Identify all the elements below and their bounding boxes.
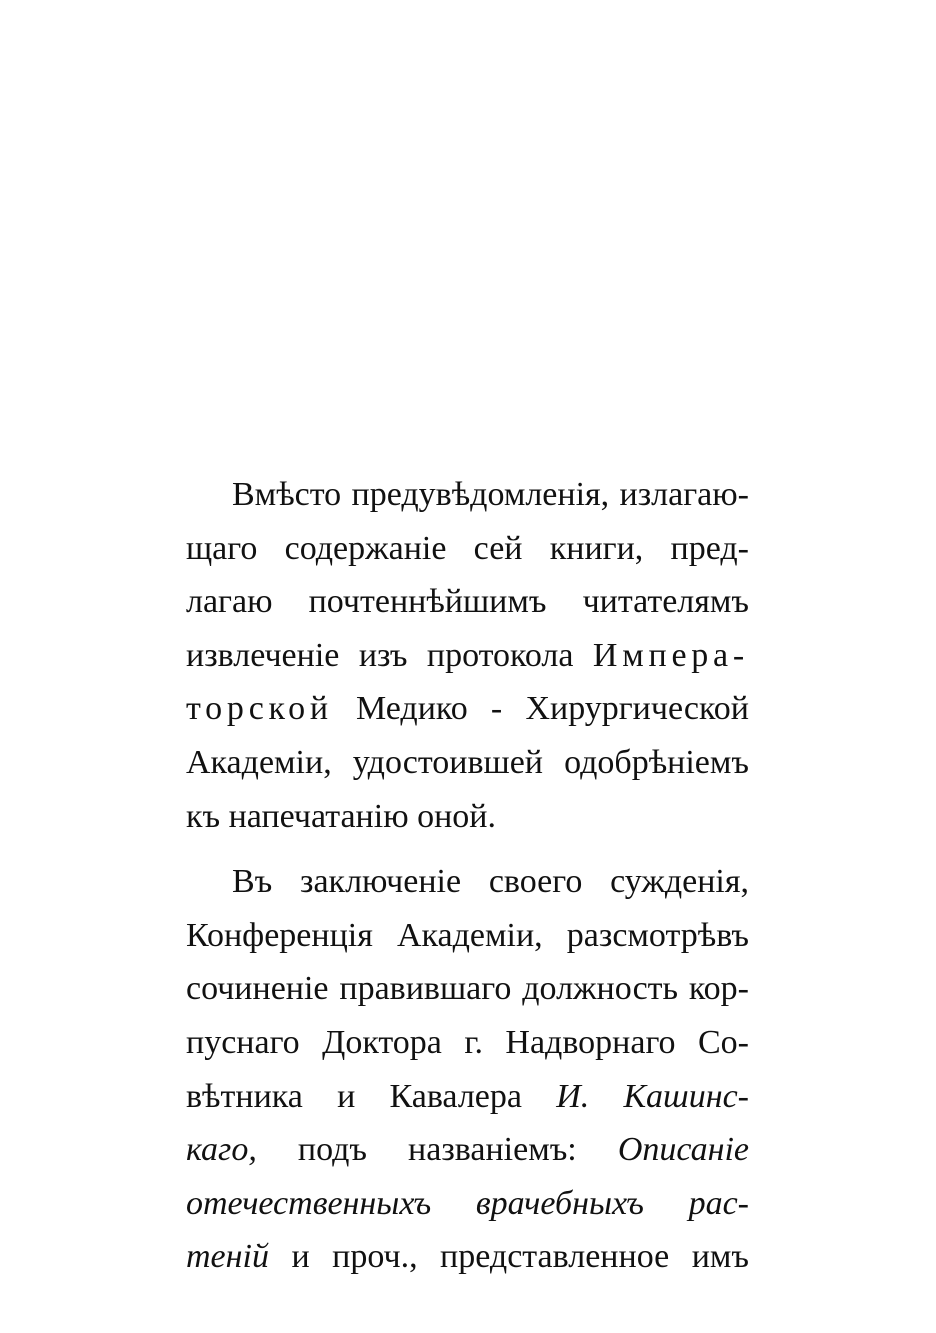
text-run: сочиненіе правившаго должность кор- — [186, 970, 749, 1008]
text-line — [186, 468, 749, 522]
author-name: каго, — [186, 1131, 257, 1169]
emphasized-word: Импера- — [592, 636, 749, 674]
text-run: пуснаго Доктора г. Надворнаго Со- — [186, 1023, 749, 1061]
text-line — [186, 790, 749, 844]
emphasized-word: торской — [186, 690, 333, 728]
text-run: Академіи, удостоившей одобрѣніемъ — [186, 743, 749, 781]
text-run: подъ названіемъ: — [256, 1131, 618, 1169]
text-run: щаго содержаніе сей книги, пред- — [186, 529, 749, 567]
text-line — [186, 1016, 749, 1070]
text-run: къ напечатанію оной. — [186, 797, 496, 835]
text-line — [186, 1070, 749, 1124]
text-line — [186, 522, 749, 576]
text-line — [186, 1123, 749, 1177]
text-run: Вмѣсто предувѣдомленія, излагаю- — [232, 476, 749, 513]
text-line — [186, 1230, 749, 1284]
author-name: И. Кашинс- — [556, 1077, 749, 1115]
text-line — [186, 962, 749, 1016]
text-run: лагаю почтеннѣйшимъ читателямъ — [186, 583, 749, 621]
text-run: Конференція Академіи, разсмотрѣвъ — [186, 916, 749, 954]
text-line — [186, 1177, 749, 1231]
book-title: отечественныхъ врачебныхъ рас- — [186, 1184, 749, 1222]
text-line — [186, 629, 749, 683]
text-line — [186, 736, 749, 790]
text-run: вѣтника и Кавалера — [186, 1077, 557, 1115]
paragraph-spacer — [186, 843, 749, 855]
text-line — [186, 682, 749, 736]
text-line — [186, 575, 749, 629]
text-run: Въ заключеніе своего сужденія, — [232, 863, 749, 901]
text-run: Медико - Хирургической — [332, 690, 749, 728]
text-run: извлеченіе изъ протокола — [186, 636, 593, 674]
book-title: теній — [186, 1238, 269, 1276]
paragraph-conference-conclusion — [186, 855, 749, 1284]
paragraph-preface-intro — [186, 468, 749, 843]
text-line — [186, 855, 749, 909]
text-line — [186, 909, 749, 963]
text-run: и проч., представленное имъ — [268, 1238, 749, 1276]
page-text — [186, 468, 749, 1284]
book-title: Описаніе — [617, 1131, 749, 1169]
